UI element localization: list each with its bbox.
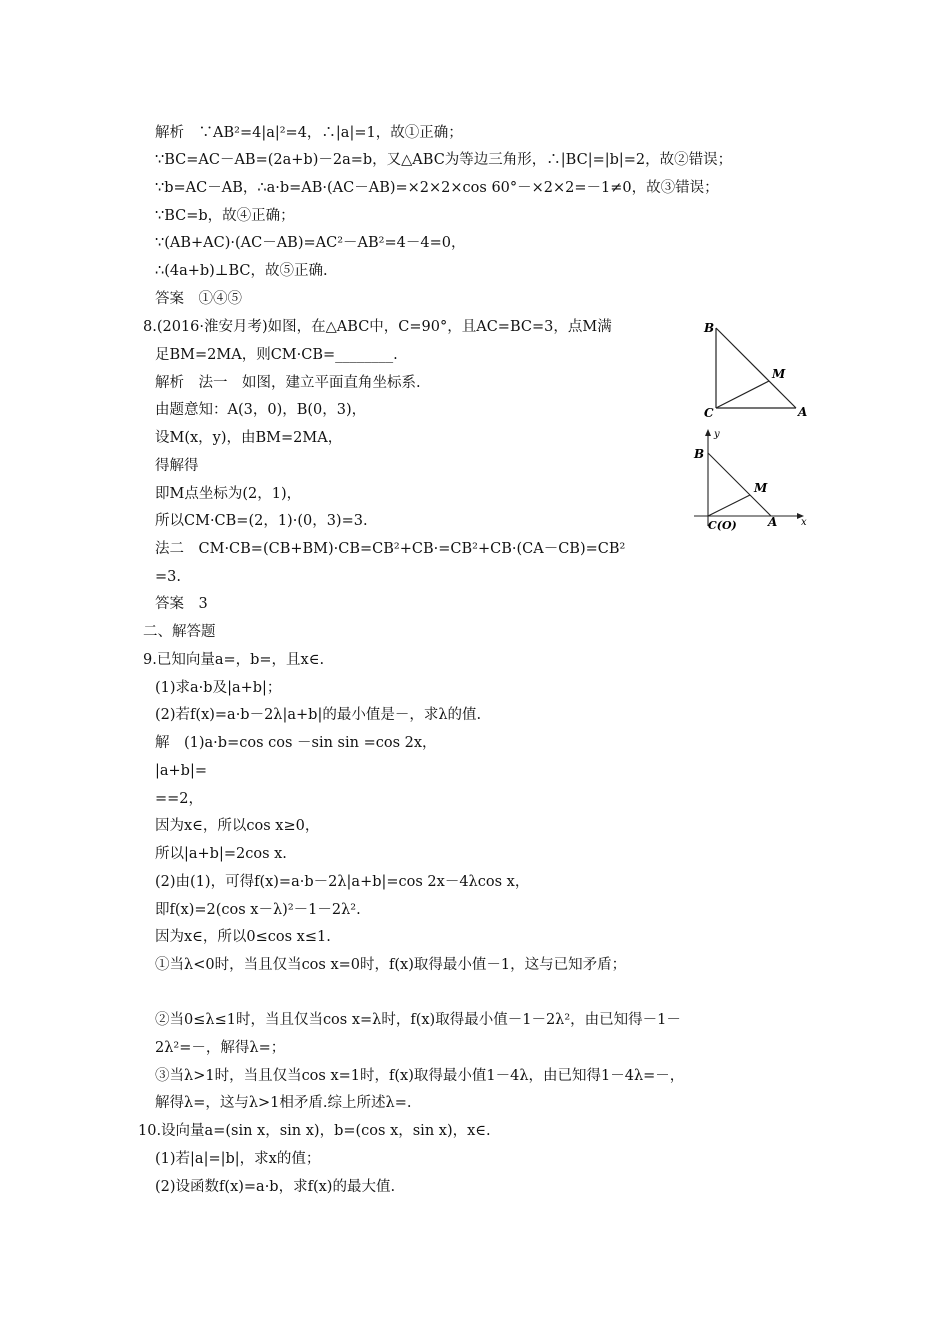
text-line: |a+b|= — [155, 763, 207, 779]
vertex-c-label: C — [704, 406, 714, 420]
text-line: ③当λ>1时，当且仅当cos x=1时，f(x)取得最小值1－4λ，由已知得1－4λ=－， — [155, 1068, 685, 1084]
text-line: ∵b=AC－AB，∴a·b=AB·(AC－AB)=×2×2×cos 60°－×2×2=－1≠0，故③错误； — [155, 180, 719, 196]
text-line: 所以|a+b|=2cos x. — [155, 846, 287, 862]
text-line: ∵BC=b，故④正确； — [155, 208, 295, 224]
text-line: 由题意知：A(3，0)，B(0，3)， — [155, 402, 367, 418]
text-line: (1)求a·b及|a+b|； — [155, 680, 282, 696]
question-9: 9.已知向量a=，b=，且x∈. — [143, 652, 325, 668]
vertex-a-label: A — [798, 405, 808, 419]
text-line: (2)若f(x)=a·b－2λ|a+b|的最小值是－，求λ的值. — [155, 707, 482, 723]
text-line: ①当λ<0时，当且仅当cos x=0时，f(x)取得最小值－1，这与已知矛盾； — [155, 957, 627, 973]
text-line: 解析 法一 如图，建立平面直角坐标系. — [155, 375, 421, 391]
point-b-label: B — [694, 447, 705, 461]
text-line: 得解得 — [155, 458, 199, 474]
text-line: 解 (1)a·b=cos cos －sin sin =cos 2x， — [155, 735, 437, 751]
point-m-label: M — [754, 481, 768, 495]
text-line: =3. — [155, 569, 181, 585]
text-line: 法二 CM·CB=(CB+BM)·CB=CB²+CB·=CB²+CB·(CA－CB)=CB² — [155, 541, 626, 557]
text-line: 足BM=2MA，则CM·CB=________. — [155, 347, 398, 363]
text-line: ∵(AB+AC)·(AC－AB)=AC²－AB²=4－4=0， — [155, 235, 466, 251]
text-line: 设M(x，y)，由BM=2MA， — [155, 430, 343, 446]
y-axis-label: y — [714, 429, 720, 440]
coordinate-figure — [688, 426, 813, 536]
point-m-label: M — [772, 367, 786, 381]
text-line: ②当0≤λ≤1时，当且仅当cos x=λ时，f(x)取得最小值－1－2λ²，由已知得－1－ — [155, 1012, 681, 1028]
answer-line: 答案 ①④⑤ — [155, 291, 242, 307]
vertex-b-label: B — [704, 321, 715, 335]
segment-cm — [708, 495, 750, 516]
text-line: 因为x∈，所以cos x≥0， — [155, 818, 320, 834]
text-line: 即f(x)=2(cos x－λ)²－1－2λ². — [155, 902, 361, 918]
text-line: 2λ²=－，解得λ=； — [155, 1040, 286, 1056]
question-10: 10.设向量a=(sin x，sin x)，b=(cos x，sin x)，x∈. — [138, 1123, 491, 1139]
origin-label: C(O) — [708, 519, 737, 532]
text-line: ∵BC=AC－AB=(2a+b)－2a=b，又△ABC为等边三角形，∴|BC|=|b|=2，故②错误； — [155, 152, 733, 168]
text-line: ∴(4a+b)⊥BC，故⑤正确. — [155, 263, 328, 279]
answer-line: 答案 3 — [155, 596, 208, 612]
text-line: 所以CM·CB=(2，1)·(0，3)=3. — [155, 513, 368, 529]
text-line: 解得λ=，这与λ>1相矛盾.综上所述λ=. — [155, 1095, 412, 1111]
point-a-label: A — [768, 515, 778, 529]
triangle-figure — [700, 318, 820, 422]
question-8: 8.(2016·淮安月考)如图，在△ABC中，C=90°，且AC=BC=3，点M满 — [143, 319, 612, 335]
text-line: 解析 ∵AB²=4|a|²=4，∴|a|=1，故①正确； — [155, 125, 463, 141]
text-line: ==2， — [155, 791, 204, 807]
text-line: 即M点坐标为(2，1)， — [155, 486, 302, 502]
section-heading: 二、解答题 — [143, 624, 216, 640]
y-axis-arrow — [705, 429, 711, 436]
segment-cm — [716, 381, 769, 408]
text-line: (2)设函数f(x)=a·b，求f(x)的最大值. — [155, 1179, 396, 1195]
text-line: (2)由(1)，可得f(x)=a·b－2λ|a+b|=cos 2x－4λcos x， — [155, 874, 530, 890]
text-line: (1)若|a|=|b|，求x的值； — [155, 1151, 321, 1167]
x-axis-label: x — [801, 517, 807, 528]
text-line: 因为x∈，所以0≤cos x≤1. — [155, 929, 331, 945]
